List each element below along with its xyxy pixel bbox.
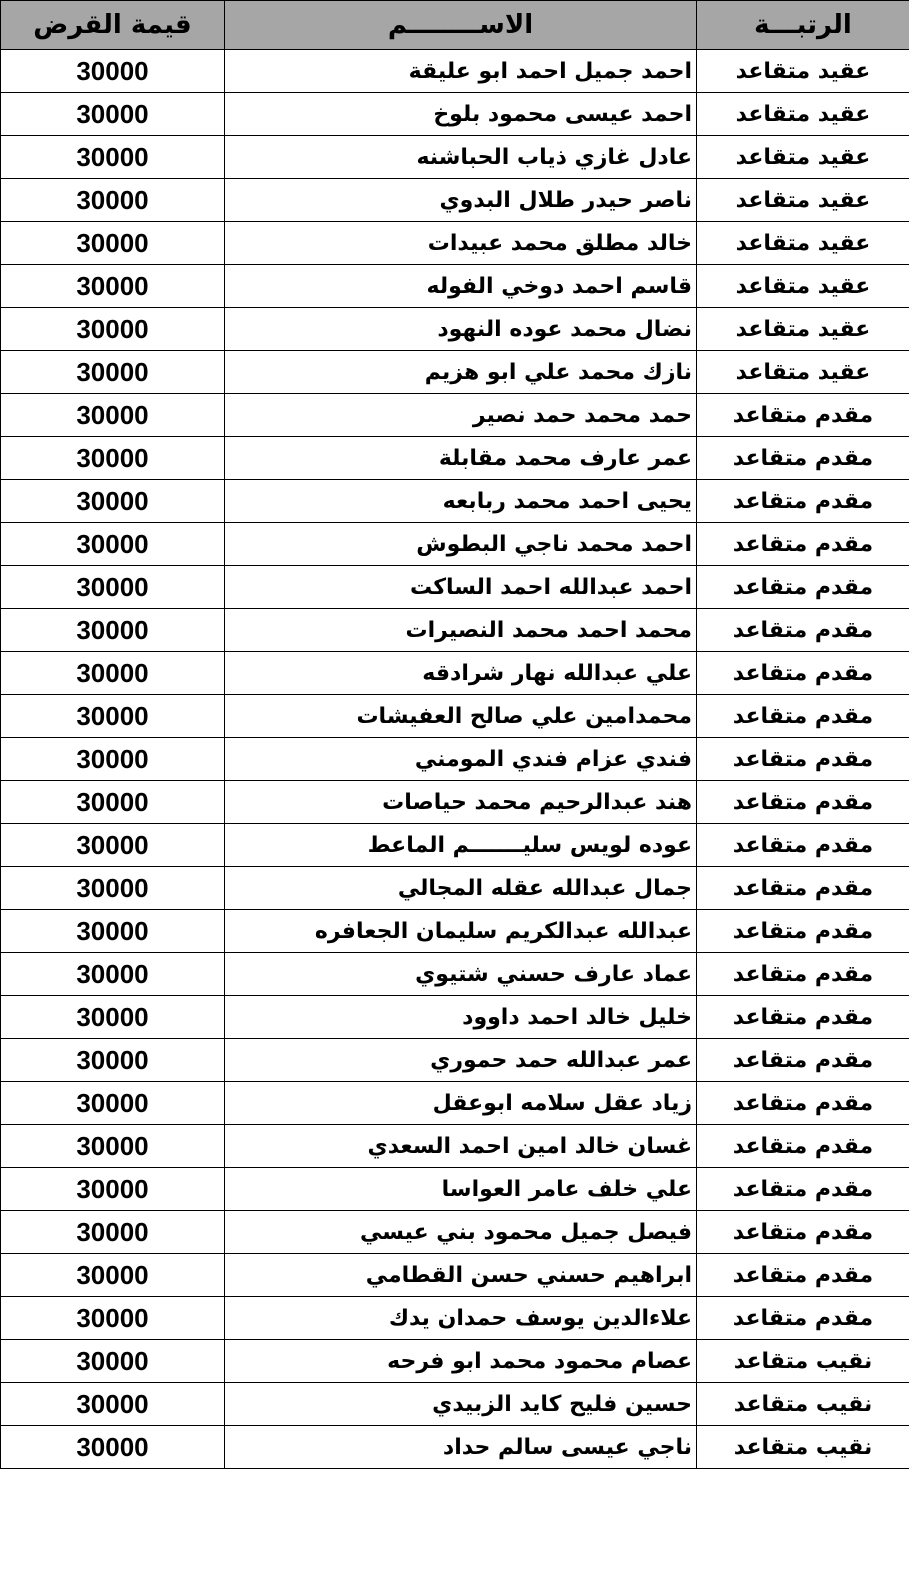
loan-cell: 30000 — [1, 179, 225, 222]
table-body — [1, 50, 909, 1469]
loan-cell: 30000 — [1, 265, 225, 308]
rank-cell: مقدم متقاعد — [697, 1254, 909, 1297]
table-row — [1, 1426, 909, 1469]
rank-cell: مقدم متقاعد — [697, 1297, 909, 1340]
header-rank: الرتبـــة — [697, 1, 909, 50]
loan-cell: 30000 — [1, 1082, 225, 1125]
name-cell: خليل خالد احمد داوود — [225, 996, 697, 1039]
table-row — [1, 351, 909, 394]
table-row — [1, 523, 909, 566]
rank-cell: مقدم متقاعد — [697, 566, 909, 609]
name-cell: جمال عبدالله عقله المجالي — [225, 867, 697, 910]
rank-cell: مقدم متقاعد — [697, 781, 909, 824]
table-row — [1, 1168, 909, 1211]
table-row — [1, 1039, 909, 1082]
table-row — [1, 437, 909, 480]
loan-cell: 30000 — [1, 953, 225, 996]
loan-cell: 30000 — [1, 996, 225, 1039]
rank-cell: عقيد متقاعد — [697, 222, 909, 265]
name-cell: احمد عبدالله احمد الساكت — [225, 566, 697, 609]
name-cell: خالد مطلق محمد عبيدات — [225, 222, 697, 265]
rank-cell: عقيد متقاعد — [697, 136, 909, 179]
table-row — [1, 394, 909, 437]
loan-cell: 30000 — [1, 351, 225, 394]
rank-cell: نقيب متقاعد — [697, 1340, 909, 1383]
name-cell: عمر عارف محمد مقابلة — [225, 437, 697, 480]
name-cell: احمد محمد ناجي البطوش — [225, 523, 697, 566]
rank-cell: مقدم متقاعد — [697, 996, 909, 1039]
table-header — [1, 1, 909, 50]
name-cell: عوده لويس سليـــــــم الماعط — [225, 824, 697, 867]
loan-cell: 30000 — [1, 1297, 225, 1340]
name-cell: محمدامين علي صالح العفيشات — [225, 695, 697, 738]
header-loan: قيمة القرض — [1, 1, 225, 50]
name-cell: محمد احمد محمد النصيرات — [225, 609, 697, 652]
table-row — [1, 781, 909, 824]
loan-cell: 30000 — [1, 480, 225, 523]
table-row — [1, 609, 909, 652]
rank-cell: مقدم متقاعد — [697, 1082, 909, 1125]
table-row — [1, 867, 909, 910]
loan-cell: 30000 — [1, 50, 225, 93]
rank-cell: عقيد متقاعد — [697, 265, 909, 308]
rank-cell: مقدم متقاعد — [697, 695, 909, 738]
table-row — [1, 308, 909, 351]
name-cell: زياد عقل سلامه ابوعقل — [225, 1082, 697, 1125]
rank-cell: عقيد متقاعد — [697, 351, 909, 394]
rank-cell: عقيد متقاعد — [697, 93, 909, 136]
table-row — [1, 1340, 909, 1383]
name-cell: عبدالله عبدالكريم سليمان الجعافره — [225, 910, 697, 953]
name-cell: فندي عزام فندي المومني — [225, 738, 697, 781]
loan-cell: 30000 — [1, 867, 225, 910]
loan-cell: 30000 — [1, 394, 225, 437]
name-cell: نازك محمد علي ابو هزيم — [225, 351, 697, 394]
loan-cell: 30000 — [1, 222, 225, 265]
rank-cell: عقيد متقاعد — [697, 50, 909, 93]
name-cell: قاسم احمد دوخي الفوله — [225, 265, 697, 308]
rank-cell: مقدم متقاعد — [697, 523, 909, 566]
loan-cell: 30000 — [1, 1039, 225, 1082]
table-row — [1, 1211, 909, 1254]
loan-cell: 30000 — [1, 136, 225, 179]
table-row — [1, 1125, 909, 1168]
rank-cell: نقيب متقاعد — [697, 1426, 909, 1469]
rank-cell: مقدم متقاعد — [697, 480, 909, 523]
name-cell: غسان خالد امين احمد السعدي — [225, 1125, 697, 1168]
rank-cell: عقيد متقاعد — [697, 308, 909, 351]
table-row — [1, 1383, 909, 1426]
rank-cell: مقدم متقاعد — [697, 867, 909, 910]
name-cell: ناصر حيدر طلال البدوي — [225, 179, 697, 222]
table-row — [1, 222, 909, 265]
table-row — [1, 1297, 909, 1340]
rank-cell: مقدم متقاعد — [697, 652, 909, 695]
loan-cell: 30000 — [1, 1340, 225, 1383]
rank-cell: عقيد متقاعد — [697, 179, 909, 222]
table-row — [1, 1254, 909, 1297]
loan-cell: 30000 — [1, 1168, 225, 1211]
loan-cell: 30000 — [1, 738, 225, 781]
loan-cell: 30000 — [1, 523, 225, 566]
name-cell: احمد جميل احمد ابو عليقة — [225, 50, 697, 93]
loan-cell: 30000 — [1, 910, 225, 953]
rank-cell: مقدم متقاعد — [697, 738, 909, 781]
table-row — [1, 93, 909, 136]
name-cell: ناجي عيسى سالم حداد — [225, 1426, 697, 1469]
rank-cell: مقدم متقاعد — [697, 1211, 909, 1254]
loan-cell: 30000 — [1, 1383, 225, 1426]
table-row — [1, 996, 909, 1039]
loan-cell: 30000 — [1, 695, 225, 738]
table-row — [1, 1082, 909, 1125]
table-row — [1, 50, 909, 93]
loan-cell: 30000 — [1, 1254, 225, 1297]
name-cell: يحيى احمد محمد ربابعه — [225, 480, 697, 523]
name-cell: هند عبدالرحيم محمد حياصات — [225, 781, 697, 824]
table-row — [1, 738, 909, 781]
name-cell: نضال محمد عوده النهود — [225, 308, 697, 351]
rank-cell: مقدم متقاعد — [697, 1168, 909, 1211]
name-cell: عادل غازي ذياب الحباشنه — [225, 136, 697, 179]
rank-cell: مقدم متقاعد — [697, 953, 909, 996]
loan-cell: 30000 — [1, 437, 225, 480]
loan-cell: 30000 — [1, 781, 225, 824]
name-cell: حسين فليح كايد الزبيدي — [225, 1383, 697, 1426]
rank-cell: مقدم متقاعد — [697, 609, 909, 652]
name-cell: حمد محمد حمد نصير — [225, 394, 697, 437]
loan-cell: 30000 — [1, 1426, 225, 1469]
rank-cell: مقدم متقاعد — [697, 1125, 909, 1168]
name-cell: علي خلف عامر العواسا — [225, 1168, 697, 1211]
table-row — [1, 566, 909, 609]
loan-cell: 30000 — [1, 652, 225, 695]
rank-cell: مقدم متقاعد — [697, 824, 909, 867]
name-cell: عصام محمود محمد ابو فرحه — [225, 1340, 697, 1383]
header-row — [1, 1, 909, 50]
rank-cell: مقدم متقاعد — [697, 910, 909, 953]
table-row — [1, 953, 909, 996]
table-row — [1, 652, 909, 695]
name-cell: فيصل جميل محمود بني عيسي — [225, 1211, 697, 1254]
name-cell: علي عبدالله نهار شرادقه — [225, 652, 697, 695]
name-cell: عماد عارف حسني شتيوي — [225, 953, 697, 996]
table-row — [1, 265, 909, 308]
loan-cell: 30000 — [1, 609, 225, 652]
loan-cell: 30000 — [1, 824, 225, 867]
loan-cell: 30000 — [1, 308, 225, 351]
loan-cell: 30000 — [1, 93, 225, 136]
name-cell: احمد عيسى محمود بلوخ — [225, 93, 697, 136]
rank-cell: نقيب متقاعد — [697, 1383, 909, 1426]
table-row — [1, 824, 909, 867]
loan-cell: 30000 — [1, 566, 225, 609]
name-cell: ابراهيم حسني حسن القطامي — [225, 1254, 697, 1297]
header-name: الاســــــــم — [225, 1, 697, 50]
table-row — [1, 480, 909, 523]
loan-cell: 30000 — [1, 1125, 225, 1168]
loan-cell: 30000 — [1, 1211, 225, 1254]
rank-cell: مقدم متقاعد — [697, 437, 909, 480]
name-cell: عمر عبدالله حمد حموري — [225, 1039, 697, 1082]
table-row — [1, 695, 909, 738]
rank-cell: مقدم متقاعد — [697, 1039, 909, 1082]
table-row — [1, 136, 909, 179]
rank-cell: مقدم متقاعد — [697, 394, 909, 437]
name-cell: علاءالدين يوسف حمدان يدك — [225, 1297, 697, 1340]
table-row — [1, 179, 909, 222]
table-row — [1, 910, 909, 953]
